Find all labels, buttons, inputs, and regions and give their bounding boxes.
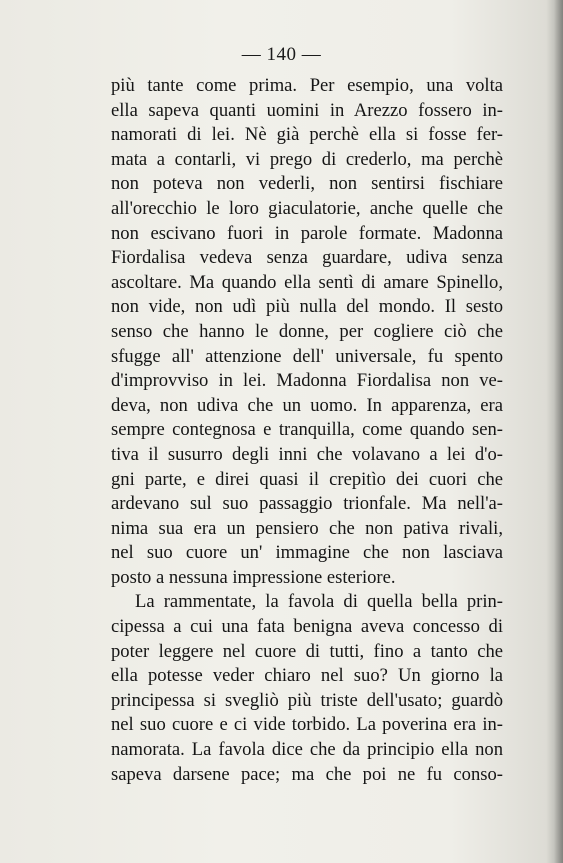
- text-line: namorati di lei. Nè già perchè ella si fosse fer-: [111, 124, 503, 146]
- text-line: ella potesse veder chiaro nel suo? Un giorno la: [111, 665, 503, 687]
- text-line: all'orecchio le loro giaculatorie, anche quelle che: [111, 197, 503, 219]
- text-line: Fiordalisa vedeva senza guardare, udiva senza: [111, 247, 503, 269]
- text-line: ella sapeva quanti uomini in Arezzo fossero in-: [111, 99, 503, 121]
- text-line: posto a nessuna impressione esteriore.: [111, 566, 396, 588]
- page-edge-shadow: [554, 0, 563, 863]
- text-line: La rammentate, la favola di quella bella prin-: [135, 591, 503, 613]
- text-line: non vide, non udì più nulla del mondo. Il sesto: [111, 296, 503, 318]
- text-line: gni parte, e direi quasi il crepitìo dei cuori che: [111, 468, 503, 490]
- text-line: nel suo cuore un' immagine che non lasciava: [111, 542, 503, 564]
- paragraph-2: [111, 590, 503, 787]
- text-line: deva, non udiva che un uomo. In apparenza, era: [111, 394, 503, 416]
- text-line: non escivano fuori in parole formate. Madonna: [111, 222, 503, 244]
- text-line: ardevano sul suo passaggio trionfale. Ma nell'a-: [111, 493, 503, 515]
- text-line: non poteva non vederli, non sentirsi fischiare: [111, 173, 503, 195]
- text-line: cipessa a cui una fata benigna aveva concesso di: [111, 616, 503, 638]
- text-line: mata a contarli, vi prego di crederlo, ma perchè: [111, 148, 503, 170]
- text-line: nima sua era un pensiero che non pativa rivali,: [111, 517, 503, 539]
- text-line: senso che hanno le donne, per cogliere ciò che: [111, 320, 503, 342]
- text-line: ascoltare. Ma quando ella sentì di amare Spinello,: [111, 271, 503, 293]
- text-line: più tante come prima. Per esempio, una volta: [111, 75, 503, 96]
- text-line: sempre contegnosa e tranquilla, come quando sen-: [111, 419, 503, 441]
- text-line: poter leggere nel cuore di tutti, fino a tanto che: [111, 640, 503, 662]
- paragraph-1: [111, 74, 503, 590]
- text-line: tiva il susurro degli inni che volavano a lei d'o-: [111, 443, 503, 465]
- body-text: [111, 74, 503, 787]
- text-line: nel suo cuore e ci vide torbido. La poverina era in-: [111, 714, 503, 736]
- text-line: sapeva darsene pace; ma che poi ne fu conso-: [111, 763, 503, 785]
- text-line: principessa si svegliò più triste dell'usato; guardò: [111, 689, 503, 711]
- page-number: — 140 —: [241, 44, 322, 65]
- text-line: namorata. La favola dice che da principio ella non: [111, 739, 503, 761]
- text-line: sfugge all' attenzione dell' universale, fu spento: [111, 345, 503, 367]
- text-line: d'improvviso in lei. Madonna Fiordalisa non ve-: [111, 370, 503, 392]
